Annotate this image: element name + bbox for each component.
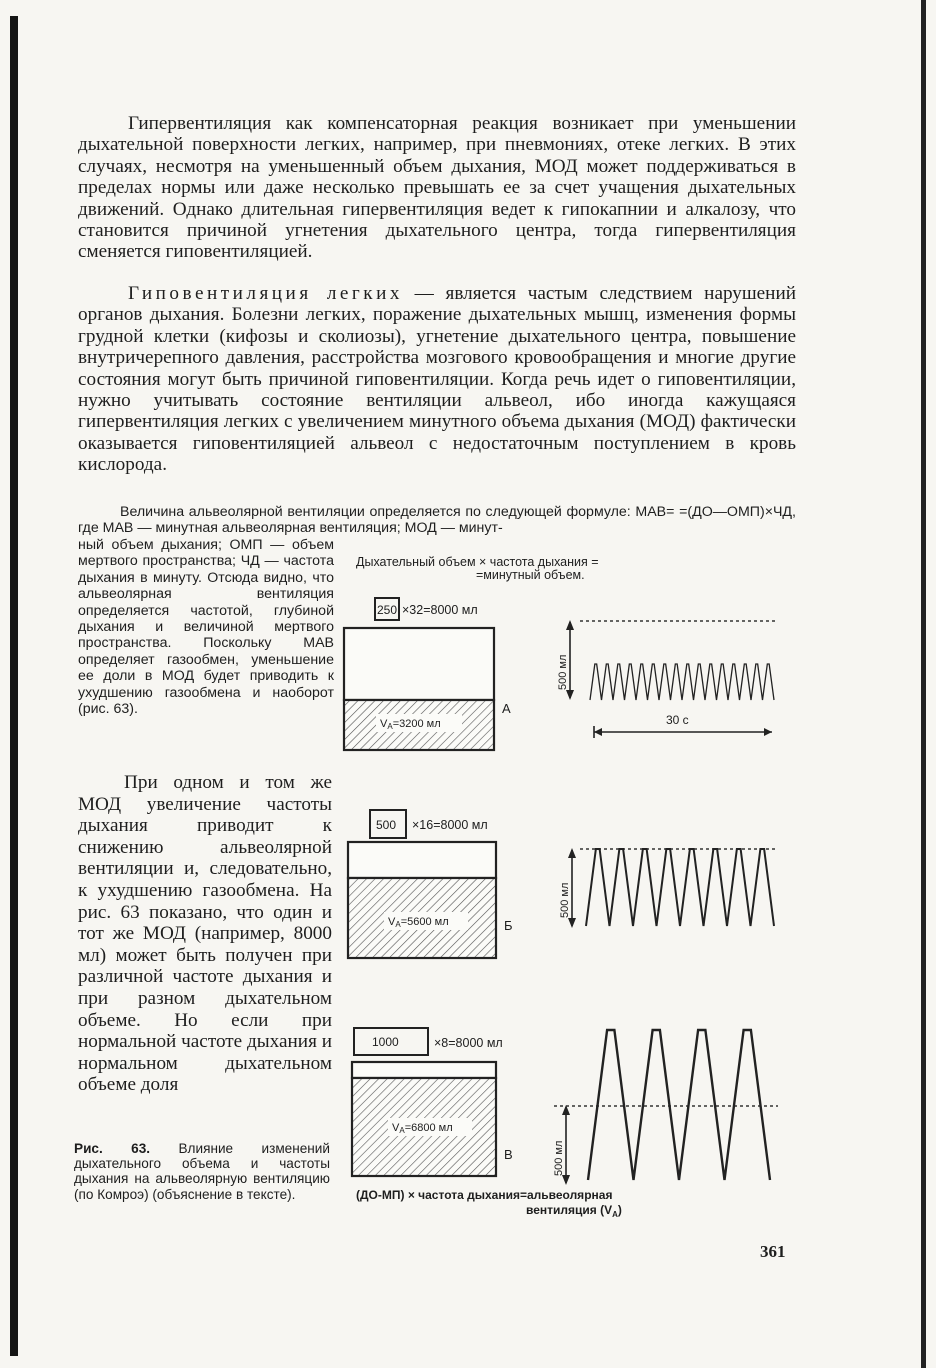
panel-b-equation: ×16=8000 мл	[412, 818, 488, 832]
arrow-head	[594, 728, 602, 736]
waveform-a-trace	[590, 664, 774, 700]
arrow-head	[566, 690, 574, 700]
time-scale-label: 30 с	[666, 713, 689, 727]
panel-b-letter: Б	[504, 918, 513, 933]
formula-explanation: ный объем дыхания; ОМП — объем мертвого пространства; ЧД — частота дыхания в минуту. Отсюда видно, что альвеолярная вентиляция определяется частотой, глубиной дыхания и величиной мертвого пространства. Поскольку МАВ определяет газообмен, уменьшение ее доли в МОД будет приводить к ухудшению газообмена и наоборот (рис. 63).	[78, 537, 334, 718]
paragraph-hypoventilation	[78, 283, 796, 476]
waveform-b	[559, 848, 778, 928]
waveform-c-amplitude-label: 500 мл	[553, 1140, 565, 1176]
panel-c-letter: В	[504, 1147, 513, 1162]
waveform-b-amplitude-label: 500 мл	[559, 882, 571, 918]
panel-b	[348, 810, 513, 958]
figure-top-label-1: Дыхательный объем × частота дыхания =	[356, 555, 599, 569]
page-number: 361	[760, 1242, 786, 1261]
panel-c-dead-space	[352, 1062, 496, 1078]
figure-caption-text: Влияние изменений дыхательного объема и частоты дыхания на альвеолярную вентиляцию (по Комроэ) (объяснение в тексте).	[74, 1141, 330, 1202]
panel-b-dead-space	[348, 842, 496, 878]
waveform-a	[557, 620, 778, 738]
paragraph-hypoventilation-body: — является частым следствием нарушений органов дыхания. Болезни легких, поражение дыхательных мышц, изменения формы грудной клетки (кифозы и сколиозы), угнетение дыхательного центра, повышение внутричерепного давления, расстройства мозгового кровообращения и многие другие состояния могут быть причиной гиповентиляции. Когда речь идет о гиповентиляции, нужно учитывать состояние вентиляции альвеол, ибо иногда кажущаяся гипервентиляция легких с увеличением минутного объема дыхания (МОД) фактически оказывается гиповентиляцией альвеол с недостаточным поступлением в кровь кислорода.	[78, 283, 796, 476]
panel-a-tidal: 250	[377, 603, 398, 617]
formula-text: Величина альвеолярной вентиляции определяется по следующей формуле: МАВ= =(ДО—ОМП)×ЧД, где МАВ — минутная альвеолярная вентиляция; МОД — минут-	[78, 504, 796, 537]
arrow-head	[568, 918, 576, 928]
panel-c-va: VA=6800 мл	[392, 1122, 453, 1135]
waveform-b-trace	[586, 849, 774, 926]
figure-bottom-label-2: вентиляция $(V_A)$	[526, 1203, 622, 1219]
panel-a-equation: ×32=8000 мл	[402, 603, 478, 617]
waveform-c-trace	[588, 1030, 770, 1180]
page-edge-shadow	[10, 16, 18, 1356]
panel-b-tidal: 500	[376, 818, 397, 832]
figure-caption-label: Рис. 63.	[74, 1141, 151, 1156]
waveform-c	[553, 1030, 778, 1185]
panel-a-dead-space	[344, 628, 494, 700]
panel-a-letter: А	[502, 701, 511, 716]
figure-63	[340, 540, 790, 1230]
figure-caption	[74, 1141, 330, 1202]
panel-b-va: VA=5600 мл	[388, 916, 449, 929]
page-edge-shadow-right	[921, 0, 926, 1368]
panel-c-tidal: 1000	[372, 1035, 399, 1049]
paragraph-mod-frequency: При одном и том же МОД увеличение частоты дыхания приводит к снижению альвеолярной вентиляции и, следовательно, к ухудшению газообмена. На рис. 63 показано, что один и тот же МОД (например, 8000 мл) может быть получен при различной частоте дыхания и при разном дыхательном объеме. Но если при нормальной частоте дыхания и нормальном дыхательном объеме доля	[78, 772, 332, 1096]
panel-a	[344, 598, 511, 750]
panel-c	[352, 1028, 513, 1176]
figure-bottom-label-1: (ДО-МП) × частота дыхания=альвеолярная	[356, 1188, 613, 1202]
paragraph-hyperventilation: Гипервентиляция как компенсаторная реакция возникает при уменьшении дыхательной поверхности легких, например, при пневмониях, отеке легких. В этих случаях, несмотря на уменьшенный объем дыхания, МОД может поддерживаться в пределах нормы или даже несколько превышать ее за счет учащения дыхательных движений. Однако длительная гипервентиляция ведет к гипокапнии и алкалозу, что становится причиной угнетения дыхательного центра, тогда гипервентиляция сменяется гиповентиляцией.	[78, 113, 796, 263]
arrow-head	[566, 620, 574, 630]
term-hypoventilation: Гиповентиляция легких	[128, 283, 403, 304]
panel-a-va: VA=3200 мл	[380, 718, 441, 731]
panel-c-equation: ×8=8000 мл	[434, 1036, 503, 1050]
arrow-head	[568, 848, 576, 858]
waveform-a-amplitude-label: 500 мл	[557, 654, 569, 690]
arrow-head	[764, 728, 772, 736]
figure-top-label-2: =минутный объем.	[476, 568, 585, 582]
